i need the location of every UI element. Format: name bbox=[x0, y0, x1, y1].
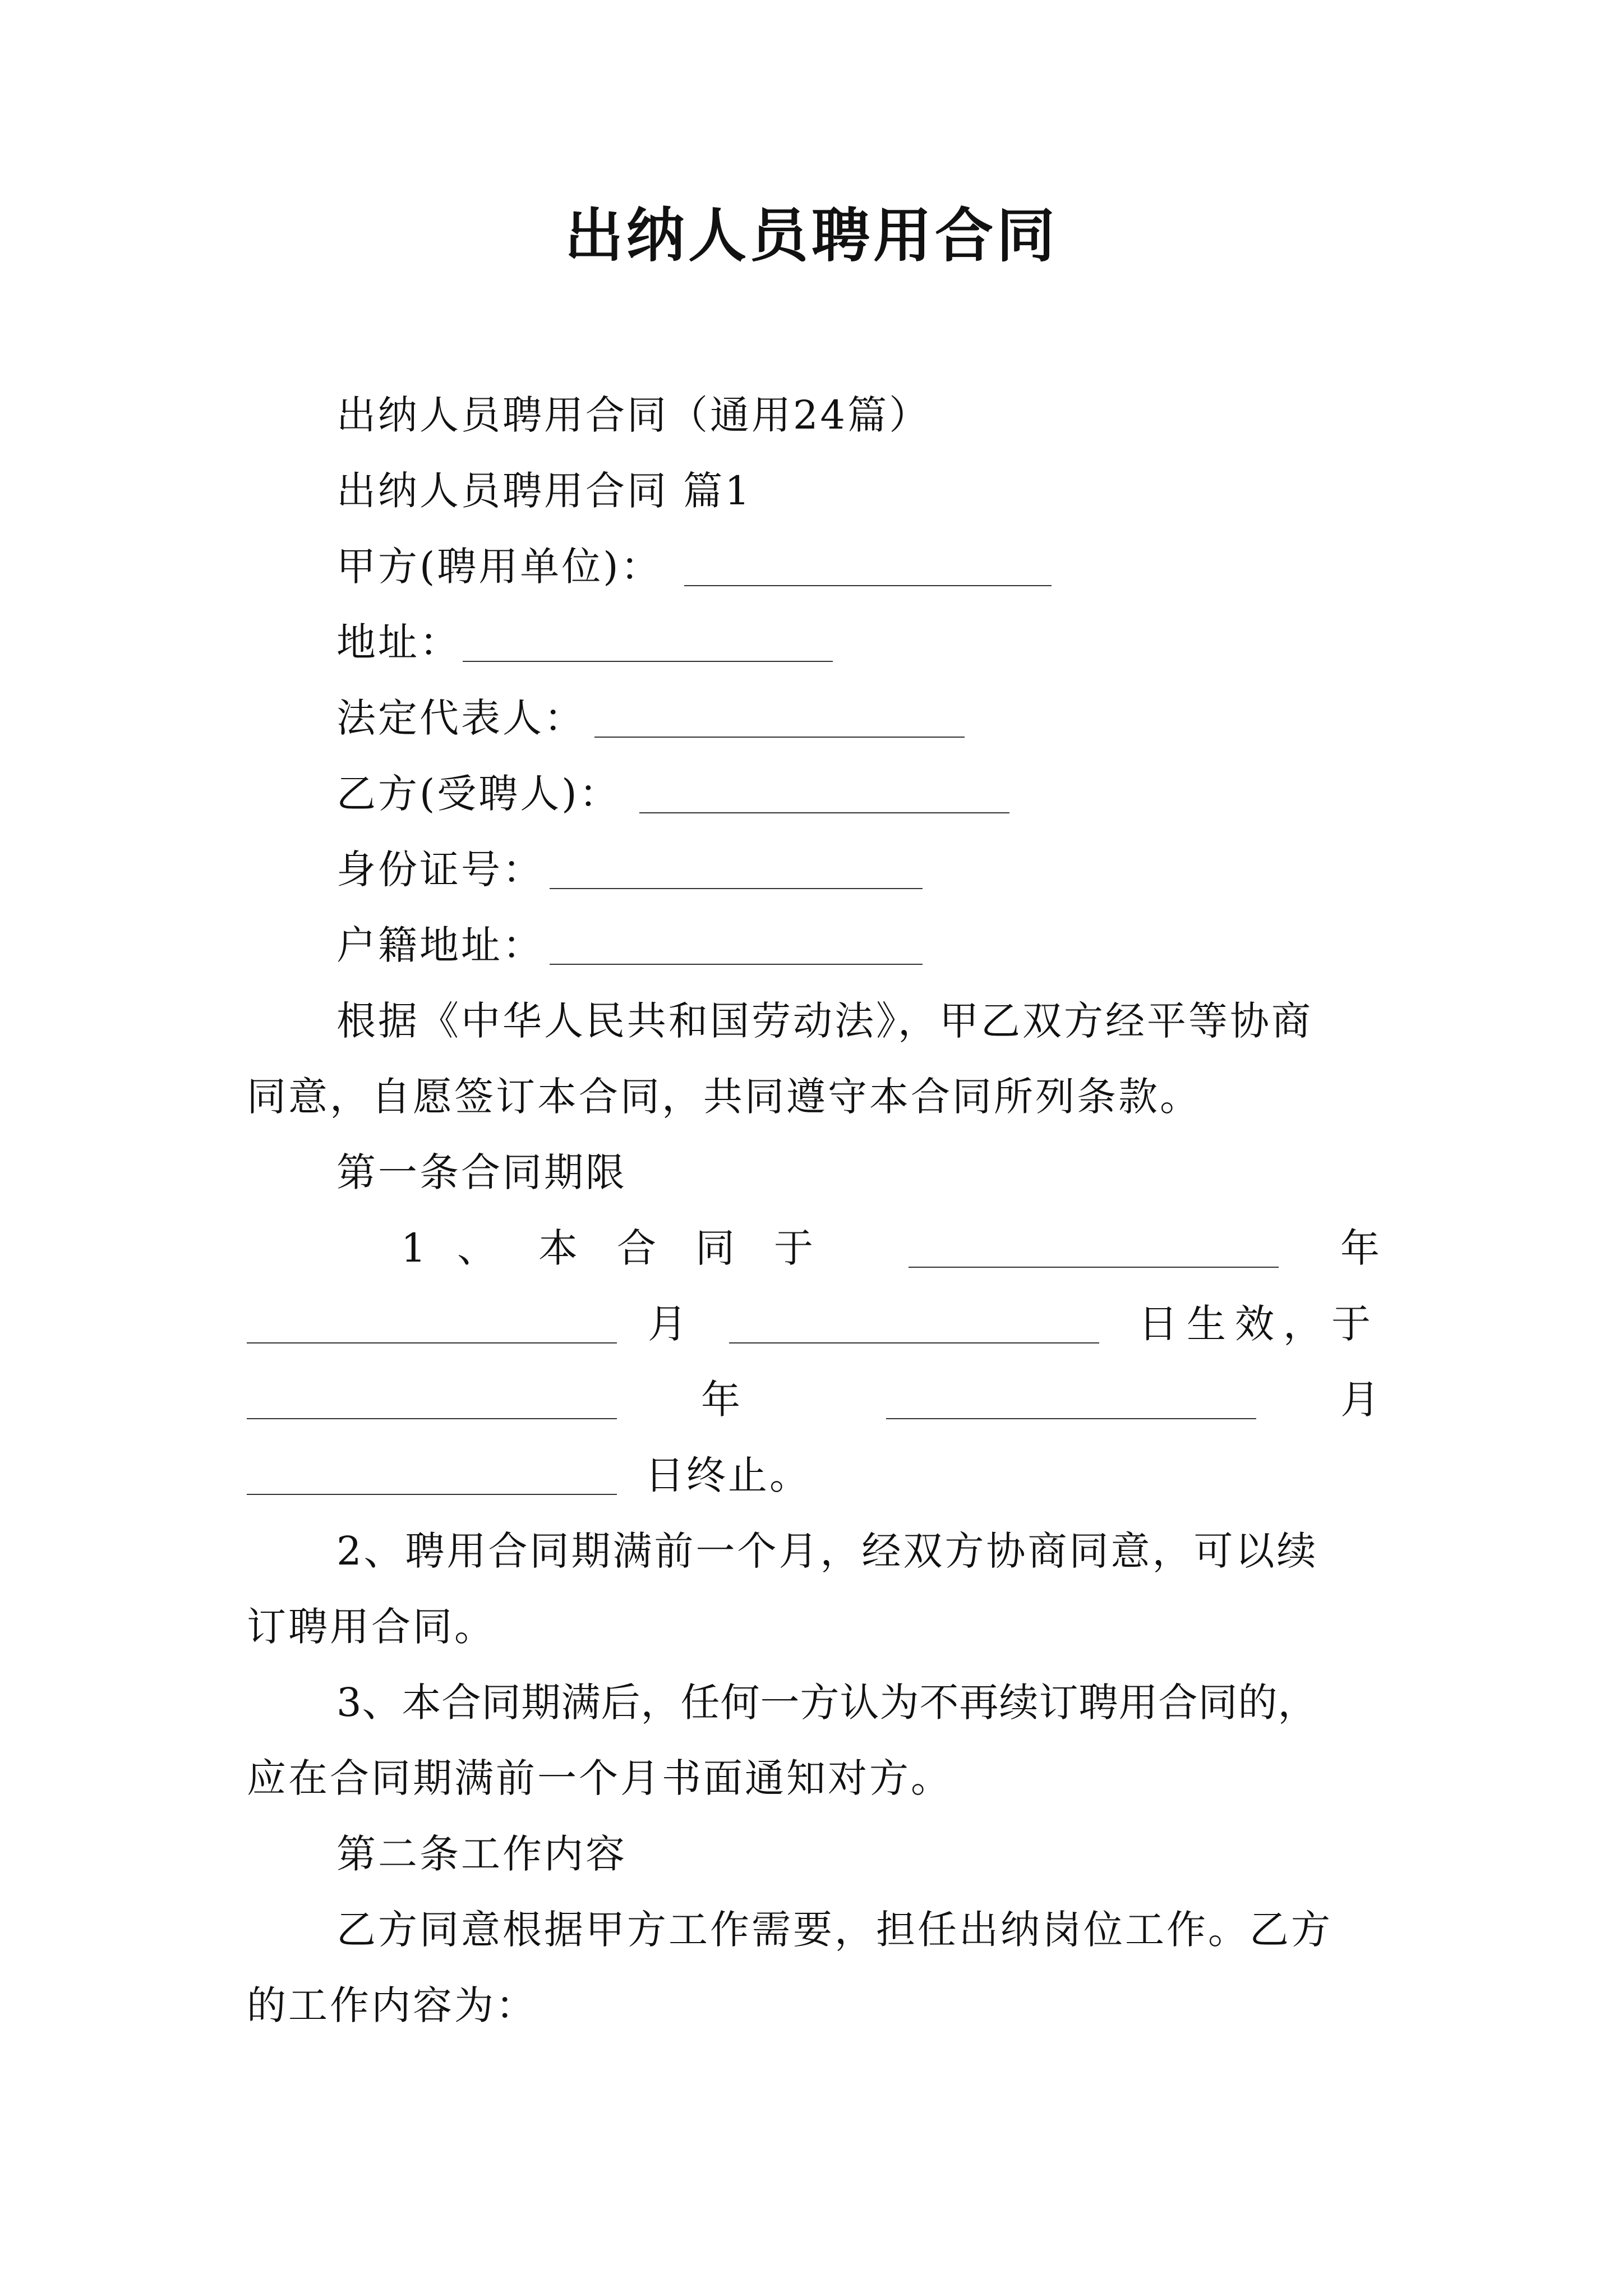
clause-1-month-label: 月 bbox=[648, 1301, 687, 1347]
clause-1-day-blank[interactable] bbox=[729, 1342, 1099, 1343]
intro-line-2: 同意，自愿签订本合同，共同遵守本合同所列条款。 bbox=[247, 1074, 1201, 1120]
clause-2-line-2: 订聘用合同。 bbox=[247, 1604, 496, 1650]
clause-3-line-2: 应在合同期满前一个月书面通知对方。 bbox=[247, 1755, 952, 1801]
clause-1-end-year-label: 年 bbox=[701, 1377, 740, 1423]
field-household-address-blank[interactable] bbox=[550, 964, 923, 965]
field-id-number-label: 身份证号： bbox=[336, 846, 544, 892]
field-party-a-blank[interactable] bbox=[684, 585, 1052, 586]
field-address-blank[interactable] bbox=[463, 661, 833, 662]
clause-1-end-year-blank[interactable] bbox=[247, 1418, 617, 1419]
section-heading: 出纳人员聘用合同 篇1 bbox=[336, 468, 752, 514]
field-party-b-blank[interactable] bbox=[639, 812, 1009, 813]
field-party-b-label: 乙方(受聘人)： bbox=[336, 771, 621, 817]
clause-1-effective-label: 日生效，于 bbox=[1138, 1301, 1380, 1347]
article-2-title: 第二条工作内容 bbox=[336, 1831, 627, 1877]
clause-1-month-blank[interactable] bbox=[247, 1342, 617, 1343]
clause-1-end-label: 日终止。 bbox=[645, 1452, 811, 1498]
intro-line-1: 根据《中华人民共和国劳动法》，甲乙双方经平等协商 bbox=[336, 998, 1313, 1044]
field-party-a-label: 甲方(聘用单位)： bbox=[336, 544, 662, 590]
clause-1-end-month-blank[interactable] bbox=[886, 1418, 1256, 1419]
article-2-line-2: 的工作内容为： bbox=[247, 1982, 537, 2028]
field-address-label: 地址： bbox=[336, 619, 461, 665]
clause-1-year-label: 年 bbox=[1340, 1225, 1380, 1271]
field-household-address-label: 户籍地址： bbox=[336, 922, 544, 968]
clause-1-char-2: 合 bbox=[617, 1225, 656, 1271]
field-legal-rep-label: 法定代表人： bbox=[336, 695, 585, 741]
article-2-line-1: 乙方同意根据甲方工作需要，担任出纳岗位工作。乙方 bbox=[336, 1907, 1332, 1953]
article-1-title: 第一条合同期限 bbox=[336, 1149, 627, 1195]
clause-1-number: 1 bbox=[401, 1225, 426, 1271]
field-id-number-blank[interactable] bbox=[550, 888, 923, 889]
document-title: 出纳人员聘用合同 bbox=[564, 201, 1058, 270]
document-subtitle: 出纳人员聘用合同（通用24篇） bbox=[336, 392, 931, 438]
clause-1-char-1: 本 bbox=[538, 1225, 578, 1271]
clause-1-char-3: 同 bbox=[695, 1225, 735, 1271]
clause-1-end-day-blank[interactable] bbox=[247, 1494, 617, 1495]
clause-1-separator: 、 bbox=[457, 1225, 496, 1271]
clause-2-line-1: 2、聘用合同期满前一个月，经双方协商同意，可以续 bbox=[336, 1528, 1318, 1574]
clause-3-line-1: 3、本合同期满后，任何一方认为不再续订聘用合同的， bbox=[336, 1680, 1318, 1726]
field-legal-rep-blank[interactable] bbox=[594, 737, 965, 738]
clause-1-end-month-label: 月 bbox=[1340, 1377, 1380, 1423]
clause-1-char-4: 于 bbox=[774, 1225, 813, 1271]
clause-1-year-blank[interactable] bbox=[909, 1267, 1279, 1268]
